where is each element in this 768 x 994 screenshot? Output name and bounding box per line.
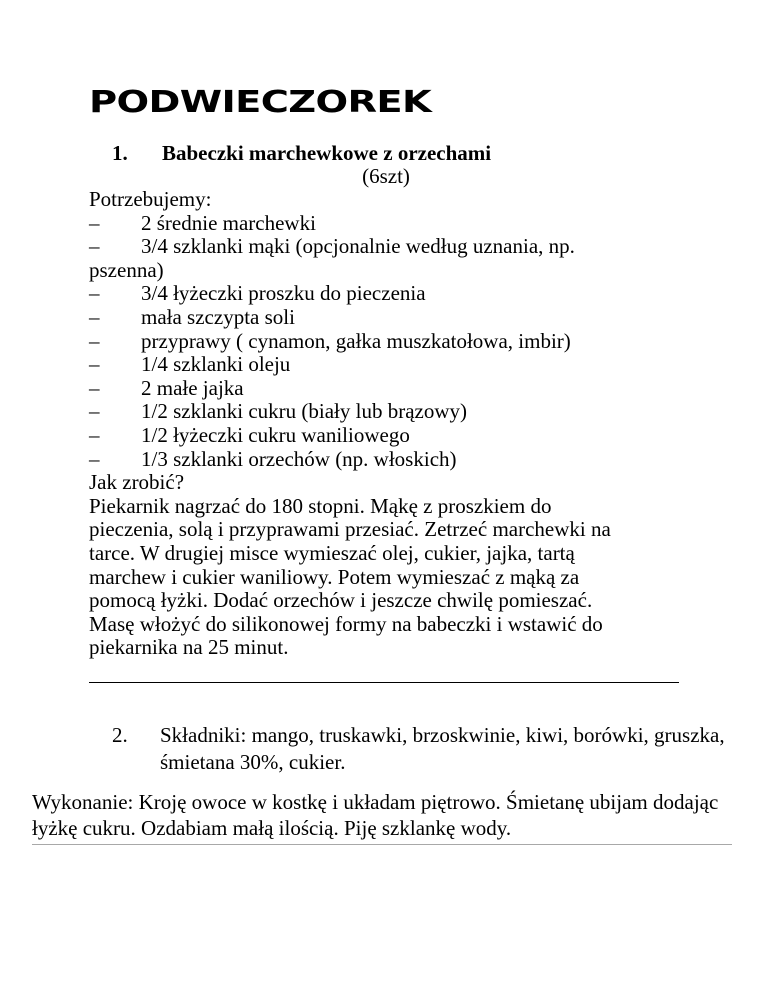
dash-bullet: – bbox=[89, 304, 100, 329]
section-divider bbox=[89, 682, 679, 683]
ingredient-item bbox=[89, 282, 689, 306]
dash-bullet: – bbox=[89, 352, 100, 377]
ingredient-text: 1/4 szklanki oleju bbox=[141, 352, 291, 377]
bottom-divider bbox=[32, 844, 732, 845]
step-line: Masę włożyć do silikonowej formy na babeczki i wstawić do bbox=[89, 611, 603, 636]
step-line: pieczenia, solą i przyprawami przesiać. Zetrzeć marchewki na bbox=[89, 517, 611, 542]
ingredient-text: mała szczypta soli bbox=[141, 304, 295, 329]
ingredients-label: Potrzebujemy: bbox=[89, 187, 212, 211]
recipe-2-number: 2. bbox=[112, 723, 128, 747]
dash-bullet: – bbox=[89, 446, 100, 471]
ingredient-item bbox=[89, 330, 689, 354]
ingredient-item bbox=[89, 353, 689, 377]
ingredient-item bbox=[89, 306, 689, 330]
dash-bullet: – bbox=[89, 375, 100, 400]
ingredient-item bbox=[89, 212, 689, 236]
recipe-2-method: Wykonanie: Kroję owoce w kostkę i układam piętrowo. Śmietanę ubijam dodając łyżkę cukru. Ozdabiam małą ilością. Piję szklankę wody. bbox=[32, 790, 719, 840]
recipe-1-body bbox=[89, 188, 689, 660]
step-line: Piekarnik nagrzać do 180 stopni. Mąkę z proszkiem do bbox=[89, 493, 552, 518]
step-line: tarce. W drugiej misce wymieszać olej, cukier, jajka, tartą bbox=[89, 540, 575, 565]
ingredient-item bbox=[89, 235, 689, 259]
dash-bullet: – bbox=[89, 281, 100, 306]
step-line: pomocą łyżki. Dodać orzechów i jeszcze chwilę pomieszać. bbox=[89, 588, 593, 613]
ingredient-text: przyprawy ( cynamon, gałka muszkatołowa, imbir) bbox=[141, 328, 571, 353]
ingredient-item bbox=[89, 424, 689, 448]
recipe-1-number: 1. bbox=[112, 141, 128, 165]
dash-bullet: – bbox=[89, 399, 100, 424]
step-line: marchew i cukier waniliowy. Potem wymieszać z mąką za bbox=[89, 564, 580, 589]
ingredient-item bbox=[89, 377, 689, 401]
dash-bullet: – bbox=[89, 328, 100, 353]
step-line: piekarnika na 25 minut. bbox=[89, 635, 289, 660]
ingredient-item bbox=[89, 448, 689, 472]
ingredient-text: 3/4 szklanki mąki (opcjonalnie według uznania, np. bbox=[141, 234, 575, 259]
dash-bullet: – bbox=[89, 210, 100, 235]
ingredient-text: 1/3 szklanki orzechów (np. włoskich) bbox=[141, 446, 457, 471]
ingredient-text: 3/4 łyżeczki proszku do pieczenia bbox=[141, 281, 426, 306]
ingredient-continuation: pszenna) bbox=[89, 257, 164, 282]
ingredient-text: 1/2 szklanki cukru (biały lub brązowy) bbox=[141, 399, 467, 424]
recipe-2-ingredients: Składniki: mango, truskawki, brzoskwinie, kiwi, borówki, gruszka, śmietana 30%, cukier. bbox=[160, 723, 725, 774]
ingredient-text: 2 średnie marchewki bbox=[141, 210, 316, 235]
recipe-1-name: Babeczki marchewkowe z orzechami bbox=[162, 141, 492, 165]
ingredient-item bbox=[89, 400, 689, 424]
dash-bullet: – bbox=[89, 422, 100, 447]
recipe-1-yield: (6szt) bbox=[362, 164, 410, 188]
dash-bullet: – bbox=[89, 234, 100, 259]
ingredient-text: 1/2 łyżeczki cukru waniliowego bbox=[141, 422, 410, 447]
ingredient-text: 2 małe jajka bbox=[141, 375, 244, 400]
howto-label: Jak zrobić? bbox=[89, 470, 185, 495]
page-title: PODWIECZOREK bbox=[89, 85, 432, 120]
